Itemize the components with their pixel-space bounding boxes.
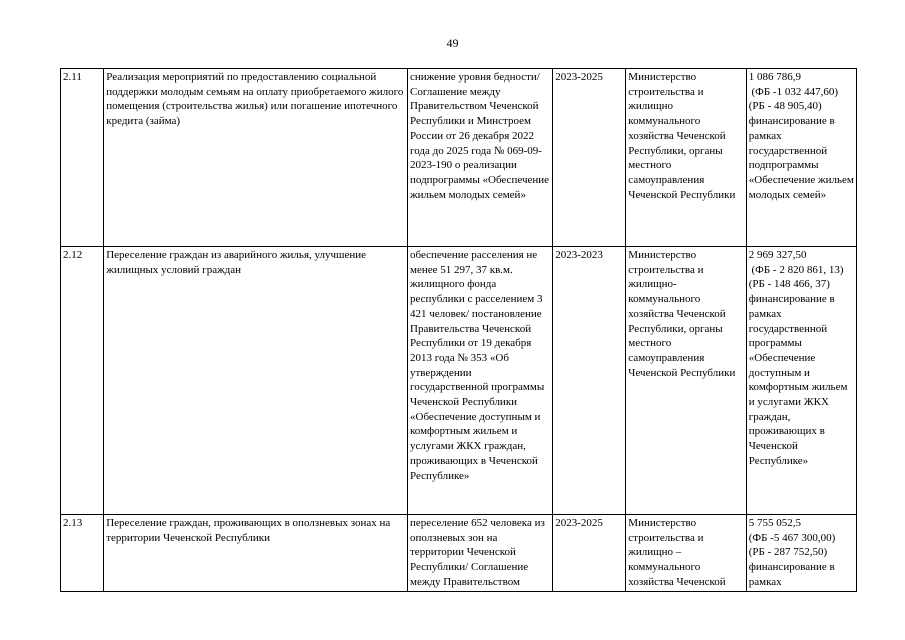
item-number: 2.13 bbox=[61, 515, 104, 592]
financing-regional: (РБ - 148 466, 37) bbox=[748, 278, 830, 291]
financing-note: финансирование в рамках государственной программы «Обеспечение доступным и комфортным жильем и услугами ЖКХ граждан, проживающих в Чеченской Республике» bbox=[748, 293, 848, 467]
table-row bbox=[61, 69, 857, 247]
financing-note: финансирование в рамках bbox=[748, 561, 835, 588]
financing-federal: (ФБ -5 467 300,00) bbox=[748, 531, 836, 544]
financing-note: финансирование в рамках государственной подпрограммы «Обеспечение жильем молодых семей» bbox=[748, 115, 854, 201]
expected-result: переселение 652 человека из оползневых зон на территории Чеченской Республики/ Соглашение между Правительством bbox=[408, 515, 553, 592]
table-row bbox=[61, 515, 857, 592]
page-number: 49 bbox=[446, 36, 459, 50]
item-number: 2.12 bbox=[61, 247, 104, 515]
financing-total: 2 969 327,50 bbox=[748, 249, 807, 261]
implementation-years: 2023-2025 bbox=[553, 515, 626, 592]
expected-result: снижение уровня бедности/ Соглашение между Правительством Чеченской Республики и Минстроем России от 26 декабря 2022 года до 2025 года № 069-09-2023-190 о реализации подпрограммы «Обеспечение жильем молодых семей» bbox=[408, 69, 553, 247]
activity-name: Переселение граждан, проживающих в оползневых зонах на территории Чеченской Республики bbox=[104, 515, 408, 592]
table-row bbox=[61, 247, 857, 515]
financing-total: 1 086 786,9 bbox=[748, 71, 802, 83]
financing-total: 5 755 052,5 bbox=[748, 517, 802, 529]
item-number: 2.11 bbox=[61, 69, 104, 247]
activity-name: Реализация мероприятий по предоставлению социальной поддержки молодым семьям на оплату приобретаемого жилого помещения (строительства жилья) или погашение ипотечного кредита (займа) bbox=[104, 69, 408, 247]
implementation-years: 2023-2025 bbox=[553, 69, 626, 247]
financing-cell bbox=[746, 247, 856, 515]
financing-federal: (ФБ -1 032 447,60) bbox=[748, 85, 839, 98]
financing-regional: (РБ - 287 752,50) bbox=[748, 546, 828, 559]
responsible-executor: Министерство строительства и жилищно-коммунального хозяйства Чеченской Республики, органы местного самоуправления Чеченской Республики bbox=[626, 247, 746, 515]
responsible-executor: Министерство строительства и жилищно –коммунального хозяйства Чеченской bbox=[626, 515, 746, 592]
financing-cell bbox=[746, 515, 856, 592]
expected-result: обеспечение расселения не менее 51 297, 37 кв.м. жилищного фонда республики с расселением 3 421 человек/ постановление Правительства Чеченской Республики от 19 декабря 2013 года № 353 «Об утверждении государственной программы Чеченской Республики «Обеспечение доступным и комфортным жильем и услугами ЖКХ граждан, проживающих в Чеченской Республике» bbox=[408, 247, 553, 515]
financing-federal: (ФБ - 2 820 861, 13) bbox=[748, 263, 844, 276]
activity-name: Переселение граждан из аварийного жилья, улучшение жилищных условий граждан bbox=[104, 247, 408, 515]
financing-regional: (РБ - 48 905,40) bbox=[748, 100, 822, 113]
program-activities-table bbox=[60, 68, 857, 592]
implementation-years: 2023-2023 bbox=[553, 247, 626, 515]
responsible-executor: Министерство строительства и жилищно коммунального хозяйства Чеченской Республики, органы местного самоуправления Чеченской Республики bbox=[626, 69, 746, 247]
financing-cell bbox=[746, 69, 856, 247]
